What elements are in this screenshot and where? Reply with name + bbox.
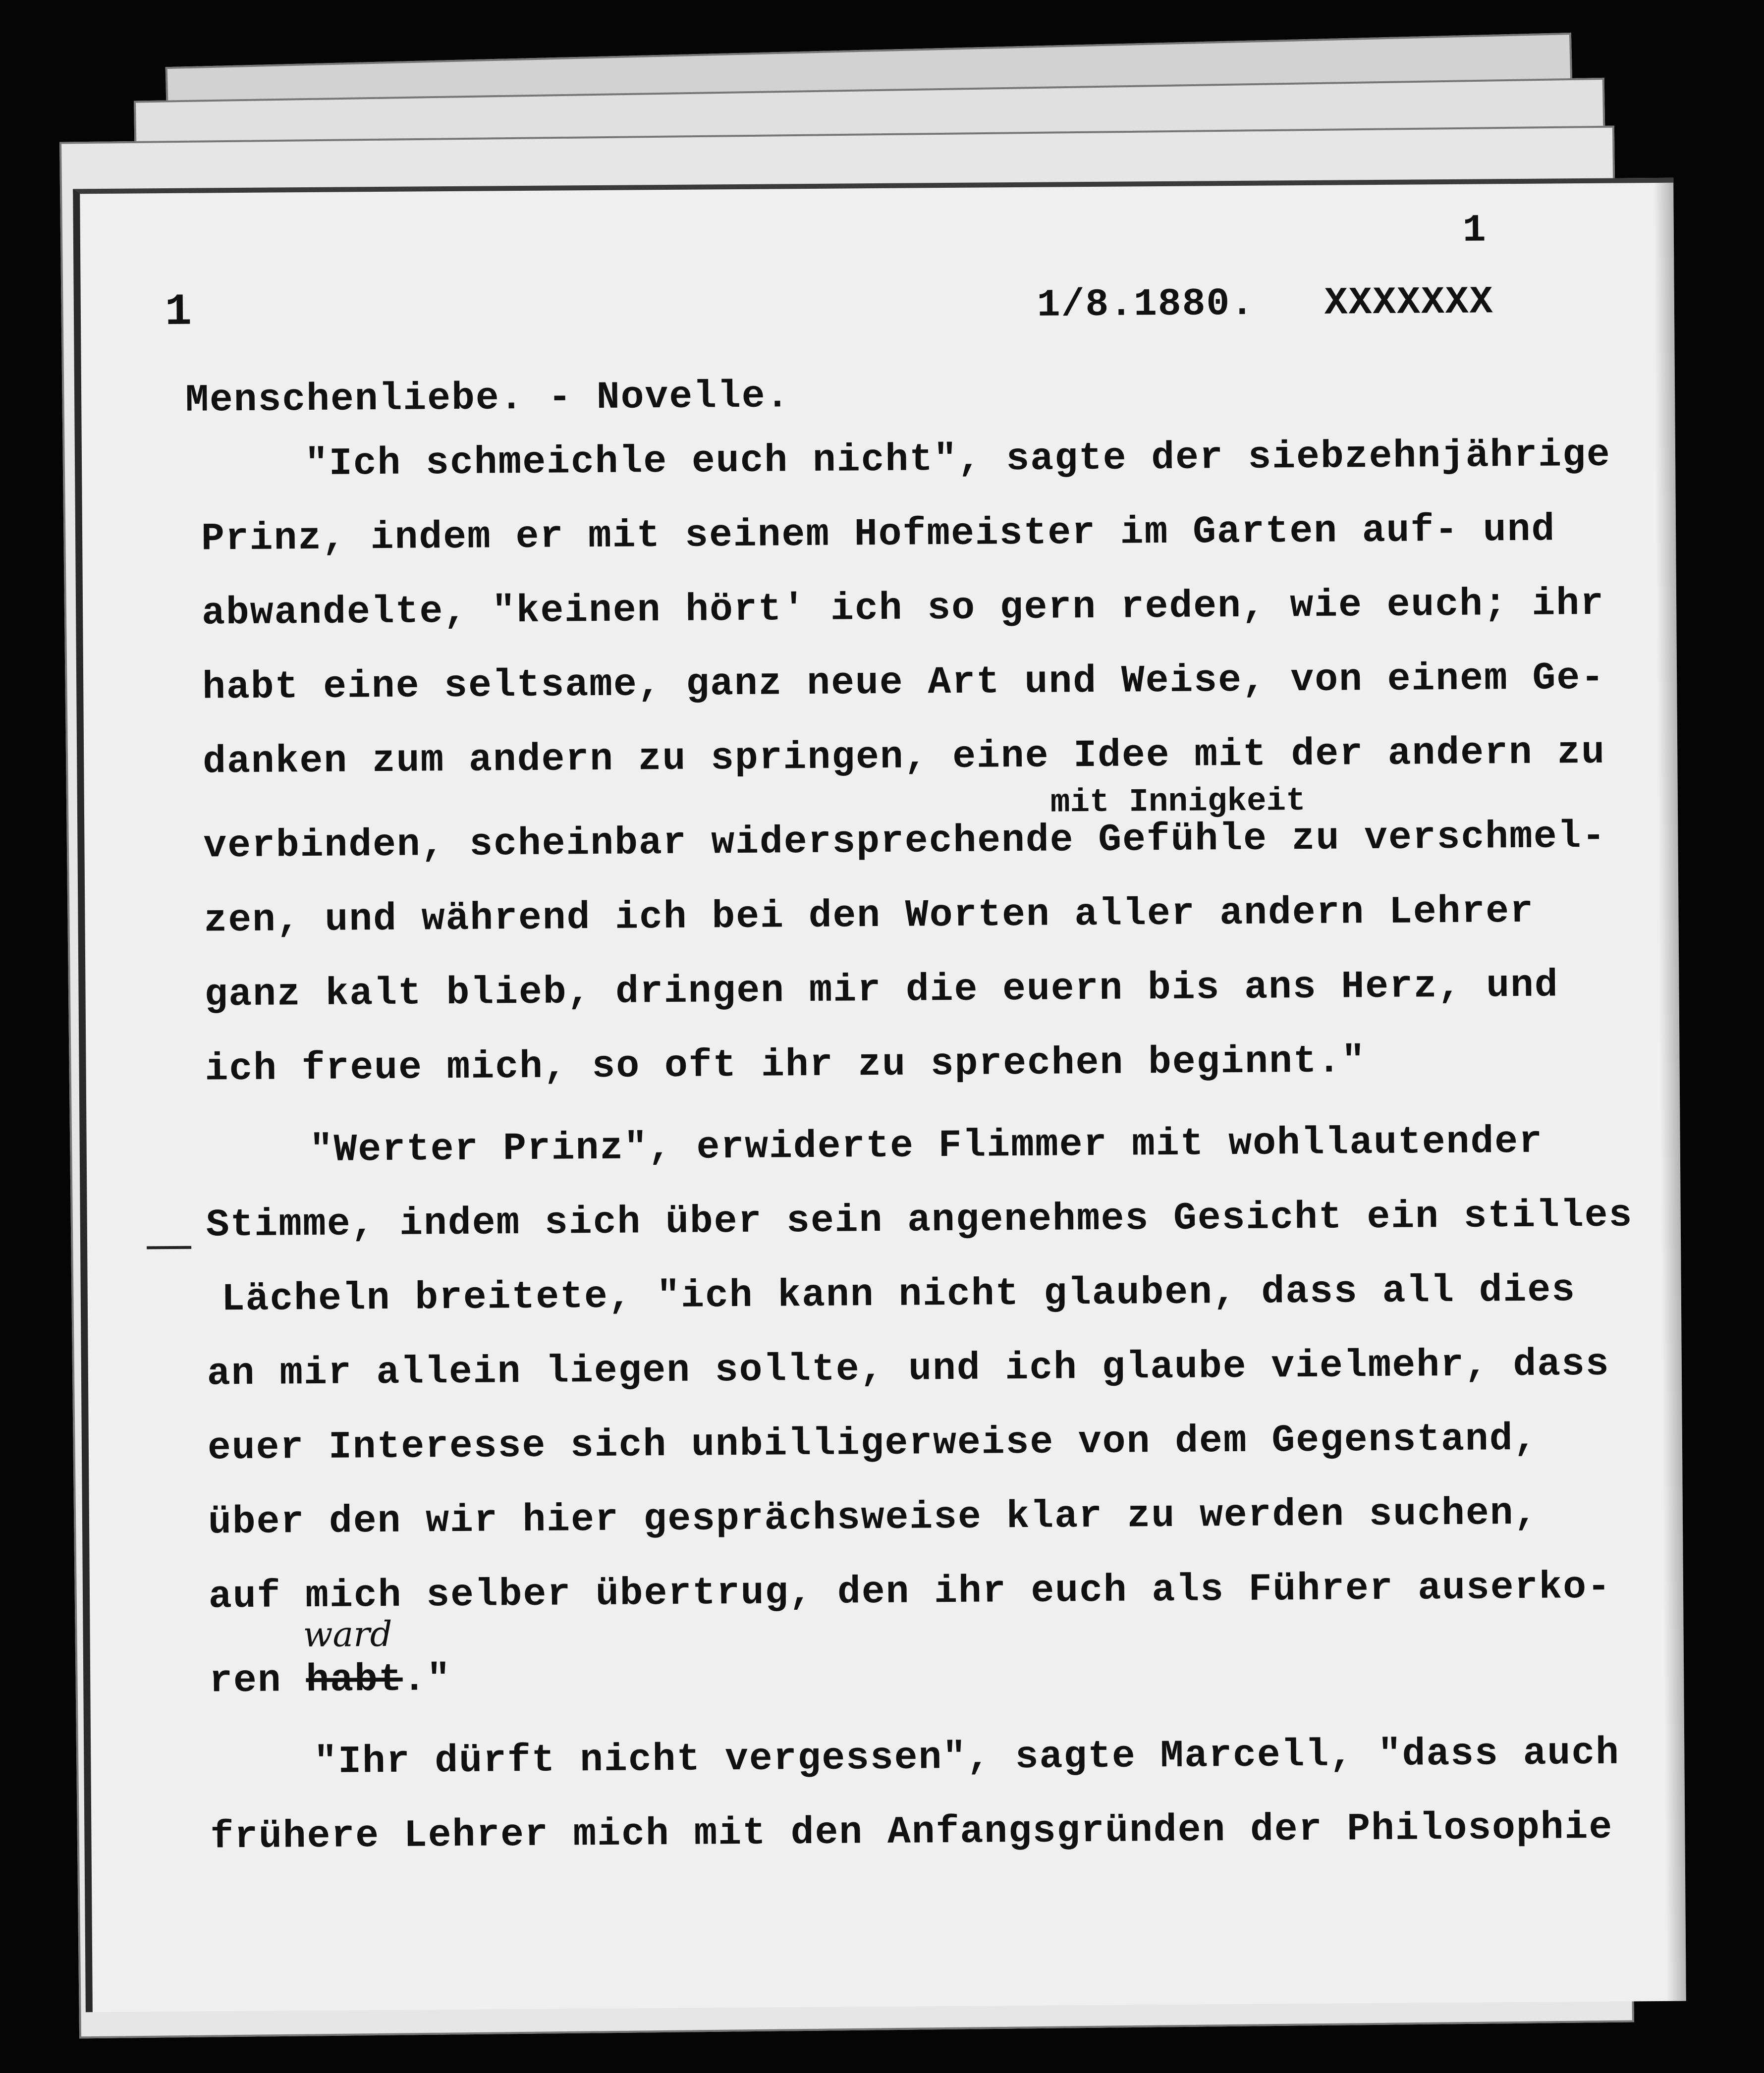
struck-word: habt [306,1658,403,1703]
text-line [209,1658,451,1703]
text-line: verbinden, scheinbar widersprechende Gefühle zu verschmel- [203,815,1606,869]
text-line: Stimme, indem sich über sein angenehmes Gesicht ein stilles [206,1194,1633,1248]
text-line: abwandelte, "keinen hört' ich so gern reden, wie euch; ihr [201,582,1605,636]
text-line: habt eine seltsame, ganz neue Art und Weise, von einem Ge- [202,656,1605,710]
date: 1/8.1880. [1037,282,1255,327]
text-line: auf mich selber übertrug, den ihr euch als Führer auserko- [208,1565,1612,1619]
text-line: danken zum andern zu springen, eine Idee mit der andern zu [202,730,1606,784]
margin-mark [147,1246,191,1250]
text-line: "Werter Prinz", erwiderte Flimmer mit wohllautender [309,1120,1544,1173]
line-end: ." [402,1658,451,1702]
struck-reference-code: XXXXXXX [1324,280,1494,326]
text-line: euer Interesse sich unbilligerweise von dem Gegenstand, [207,1417,1538,1471]
text-line: "Ihr dürft nicht vergessen", sagte Marcell, "dass auch [314,1731,1620,1785]
text-line: "Ich schmeichle euch nicht", sagte der siebzehnjährige [304,433,1611,487]
text-line: an mir allein liegen sollte, und ich glaube vielmehr, dass [207,1342,1610,1396]
line-start: ren [209,1659,282,1703]
page-number: 1 [1462,209,1487,253]
text-line: über den wir hier gesprächsweise klar zu werden suchen, [208,1491,1539,1545]
handwritten-correction: ward [303,1613,392,1655]
page-edge-shadow [1654,183,1686,2001]
typescript-page [73,178,1686,2012]
text-line: frühere Lehrer mich mit den Anfangsgründen der Philosophie [210,1805,1613,1859]
interlinear-insertion: mit Innigkeit [1050,782,1306,821]
text-line: Lächeln breitete, "ich kann nicht glauben, dass all dies [221,1268,1576,1322]
text-line: ganz kalt blieb, dringen mir die euern bis ans Herz, und [204,964,1559,1017]
corner-mark: 1 [165,287,193,338]
text-line: ich freue mich, so oft ihr zu sprechen beginnt." [205,1039,1366,1091]
text-line: Prinz, indem er mit seinem Hofmeister im Garten auf- und [201,508,1556,561]
story-title: Menschenliebe. - Novelle. [185,375,790,423]
text-line: zen, und während ich bei den Worten aller andern Lehrer [204,889,1535,943]
